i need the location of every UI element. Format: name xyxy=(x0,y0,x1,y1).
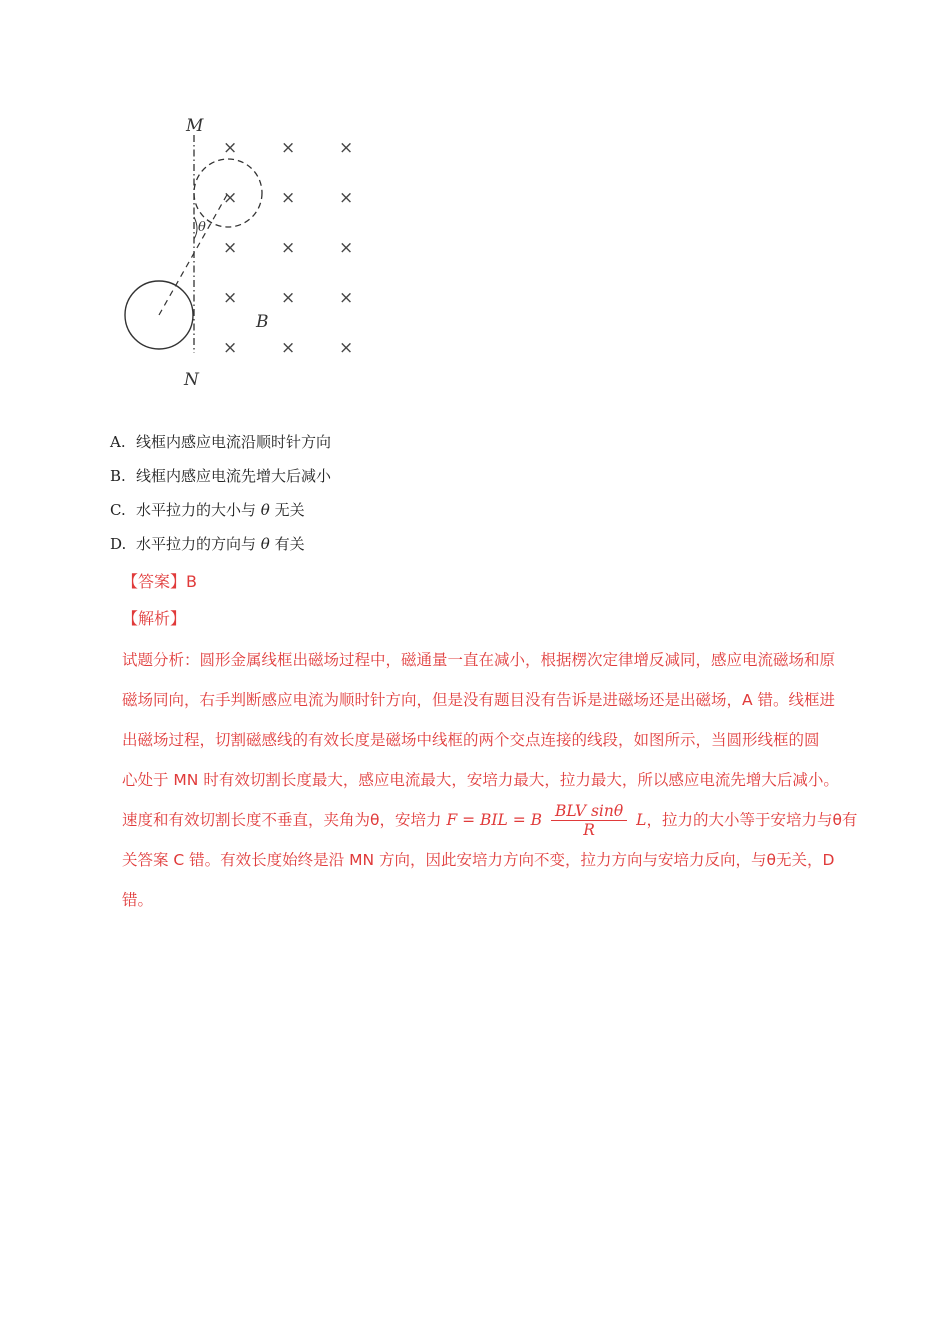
option-d-text-before: 水平拉力的方向与 xyxy=(136,535,257,553)
field-cross-mark: × xyxy=(339,238,354,258)
analysis-line-4: 心处于 MN 时有效切割长度最大，感应电流最大，安培力最大，拉力最大，所以感应电流先增大后减小。 xyxy=(122,771,839,789)
analysis-text xyxy=(122,640,906,920)
option-b xyxy=(110,459,331,493)
answer-label: 【答案】 xyxy=(122,572,187,591)
option-d-text-after: 有关 xyxy=(274,535,305,553)
figure-svg xyxy=(110,105,370,395)
option-c-key: C. xyxy=(110,501,126,519)
option-b-key: B. xyxy=(110,467,126,485)
analysis-line-5-end: ，拉力的大小等于安培力与θ有 xyxy=(646,811,858,829)
analysis-label: 【解析】 xyxy=(122,609,187,628)
answer-line xyxy=(122,569,197,592)
option-a xyxy=(110,425,331,459)
field-cross-mark: × xyxy=(281,138,296,158)
field-cross-mark: × xyxy=(339,138,354,158)
analysis-line-6: 关答案 C 错。有效长度始终是沿 MN 方向，因此安培力方向不变，拉力方向与安培力反向，与θ无关，D xyxy=(122,851,835,869)
field-cross-mark: × xyxy=(339,338,354,358)
option-d-theta: θ xyxy=(260,535,270,553)
analysis-line-2: 磁场同向，右手判断感应电流为顺时针方向，但是没有题目没有告诉是进磁场还是出磁场，A 错。线框进 xyxy=(122,691,836,709)
option-c-text-after: 无关 xyxy=(274,501,305,519)
field-cross-mark: × xyxy=(223,238,238,258)
option-d-key: D. xyxy=(110,535,127,553)
analysis-line-3: 出磁场过程，切割磁感线的有效长度是磁场中线框的两个交点连接的线段，如图所示，当圆形线框的圆 xyxy=(122,731,820,749)
answer-value: B xyxy=(186,572,197,591)
option-a-text: 线框内感应电流沿顺时针方向 xyxy=(136,433,332,451)
label-n: N xyxy=(184,370,199,390)
field-cross-mark: × xyxy=(339,188,354,208)
option-c-text-before: 水平拉力的大小与 xyxy=(136,501,257,519)
formula-numerator: BLV sinθ xyxy=(551,802,627,821)
analysis-line-7: 错。 xyxy=(122,891,154,909)
analysis-line-5-start: 速度和有效切割长度不垂直，夹角为θ，安培力 xyxy=(122,811,442,829)
option-a-key: A. xyxy=(110,433,126,451)
analysis-line-1: 试题分析：圆形金属线框出磁场过程中，磁通量一直在减小，根据楞次定律增反减同，感应电流磁场和原 xyxy=(122,651,836,669)
field-cross-mark: × xyxy=(223,338,238,358)
option-b-text: 线框内感应电流先增大后减小 xyxy=(136,467,332,485)
field-cross-mark: × xyxy=(223,138,238,158)
ampere-force-formula: F = BIL = B xyxy=(446,811,543,829)
field-crosses xyxy=(223,138,353,358)
field-cross-mark: × xyxy=(281,238,296,258)
magnetic-field-figure xyxy=(110,105,370,395)
field-cross-mark: × xyxy=(339,288,354,308)
option-d xyxy=(110,527,331,561)
field-cross-mark: × xyxy=(223,188,238,208)
option-c-theta: θ xyxy=(260,501,270,519)
option-c xyxy=(110,493,331,527)
label-theta: θ xyxy=(198,220,206,235)
field-cross-mark: × xyxy=(223,288,238,308)
formula-fraction xyxy=(551,802,627,839)
analysis-line-5 xyxy=(122,800,906,840)
formula-denominator: R xyxy=(583,821,595,839)
label-m: M xyxy=(186,116,204,136)
field-cross-mark: × xyxy=(281,188,296,208)
options-list xyxy=(110,425,331,561)
formula-length: L xyxy=(636,811,647,829)
label-b: B xyxy=(256,312,269,332)
field-cross-mark: × xyxy=(281,288,296,308)
field-cross-mark: × xyxy=(281,338,296,358)
